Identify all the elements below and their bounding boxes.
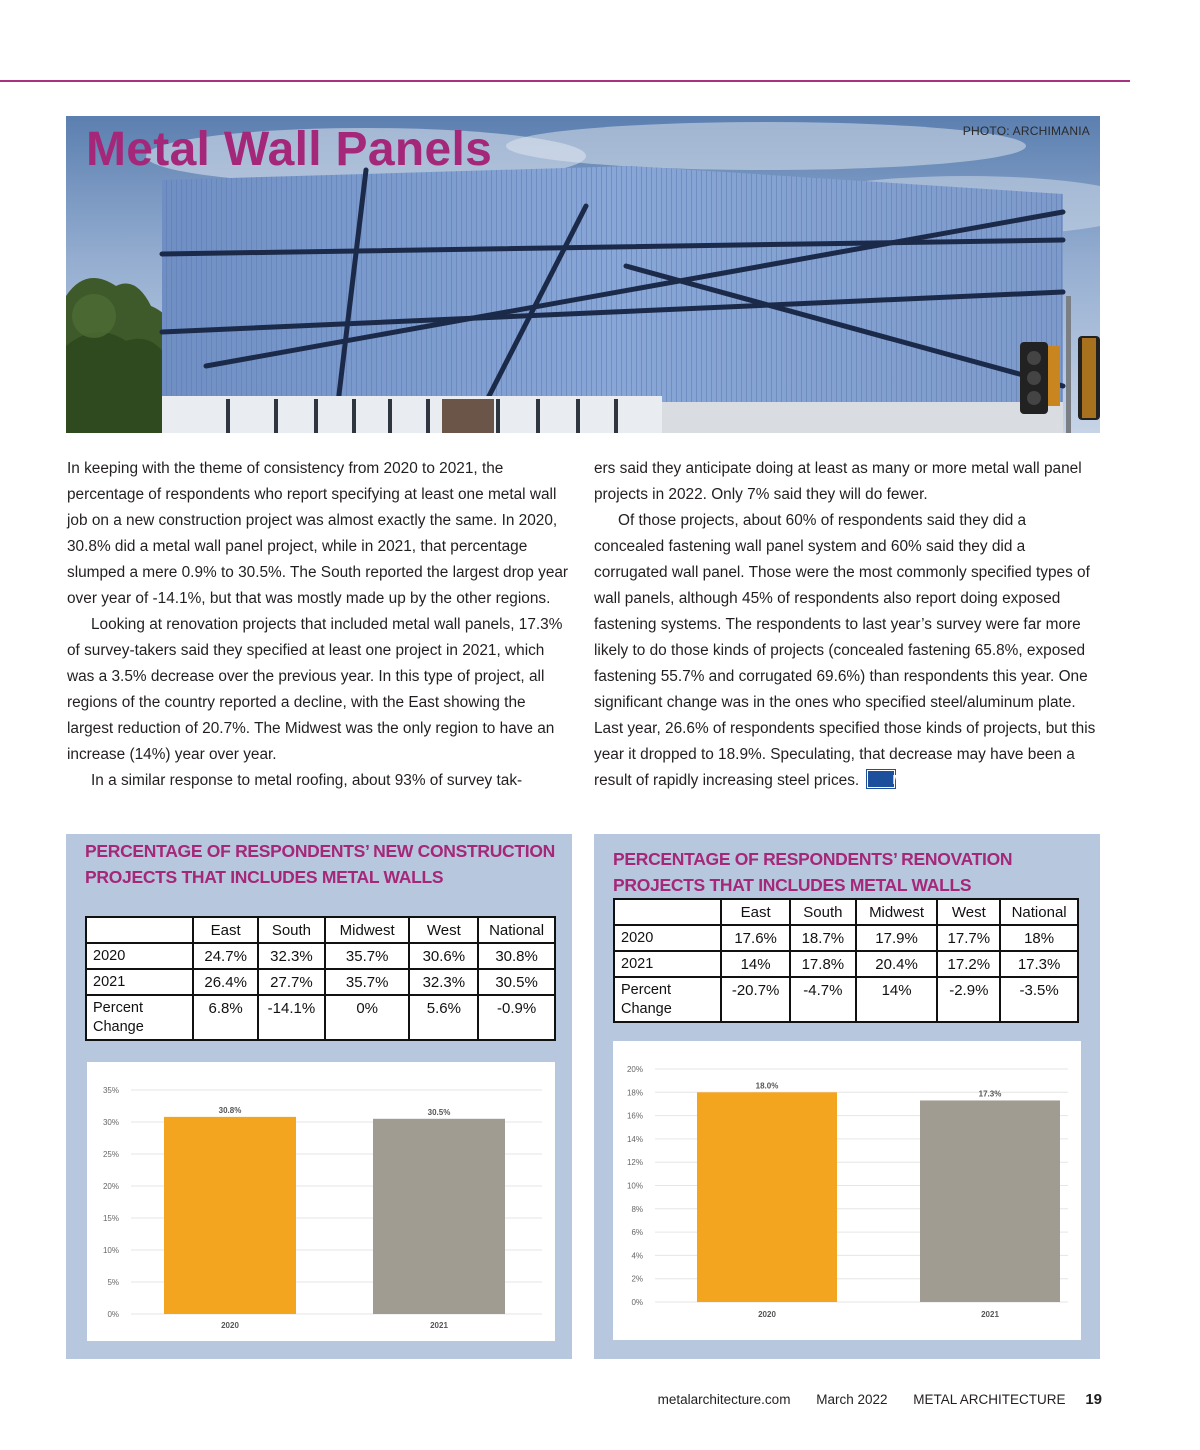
article-title: Metal Wall Panels: [86, 123, 493, 176]
table-cell: 6.8%: [193, 995, 258, 1040]
panel-title: PERCENTAGE OF RESPONDENTS’ RENOVATION PROJECTS THAT INCLUDES METAL WALLS: [613, 849, 1013, 895]
table-cell: 30.8%: [478, 943, 555, 969]
table-row: [614, 951, 1078, 977]
table-cell: 17.9%: [856, 925, 938, 951]
y-tick-label: 35%: [102, 1086, 119, 1095]
table-row: [86, 943, 555, 969]
table-cell: 35.7%: [325, 943, 410, 969]
x-category-label: 2020: [221, 1321, 239, 1330]
y-tick-label: 20%: [102, 1182, 119, 1191]
table-cell: -20.7%: [721, 977, 790, 1022]
y-tick-label: 20%: [626, 1065, 643, 1074]
table-cell: 32.3%: [258, 943, 325, 969]
y-tick-label: 12%: [626, 1158, 643, 1168]
table-row: [614, 925, 1078, 951]
table-cell: 32.3%: [409, 969, 478, 995]
table-row: [86, 969, 555, 995]
y-tick-label: 6%: [631, 1228, 643, 1238]
table-row: [614, 977, 1078, 1022]
data-label: 17.3%: [978, 1089, 1002, 1099]
x-category-label: 2021: [430, 1321, 448, 1330]
body-column-left: [67, 456, 573, 794]
page-footer: [658, 1391, 1102, 1408]
table-header-cell: East: [193, 917, 258, 943]
body-column-right: [594, 456, 1100, 794]
bar-chart: [613, 1041, 1081, 1340]
top-rule: [0, 80, 1130, 82]
y-tick-label: 2%: [631, 1274, 643, 1284]
table-cell: 17.8%: [790, 951, 856, 977]
table-header-cell: [86, 917, 193, 943]
table-header-cell: West: [409, 917, 478, 943]
y-tick-label: 30%: [102, 1118, 119, 1127]
bar-2020: [697, 1092, 837, 1302]
new-construction-table: [85, 916, 556, 1041]
bar-2021: [920, 1100, 1060, 1302]
table-cell: 24.7%: [193, 943, 258, 969]
footer-website: metalarchitecture.com: [657, 1392, 791, 1407]
table-header-cell: South: [790, 899, 856, 925]
data-label: 30.8%: [218, 1105, 242, 1115]
body-paragraph: In keeping with the theme of consistency from 2020 to 2021, the percentage of respondents who report specifying at least one metal wall job on a new construction project was almost exactly the same. In 2020, 30.8% did a metal wall panel project, while in 2021, that percentage slumped a mere 0.9% to 30.5%. The South reported the largest drop year over year of -14.1%, but that was mostly made up by the other regions.: [67, 460, 569, 607]
table-header-cell: West: [937, 899, 1000, 925]
table-cell: 18%: [1000, 925, 1078, 951]
new-construction-panel: [66, 834, 572, 1359]
body-paragraph: In a similar response to metal roofing, about 93% of survey tak-: [91, 772, 523, 789]
renovation-chart: [613, 1041, 1081, 1340]
table-header-cell: National: [478, 917, 555, 943]
bar-chart: [87, 1062, 555, 1341]
table-cell: 26.4%: [193, 969, 258, 995]
table-header-row: [86, 917, 555, 943]
body-paragraph: [594, 508, 1100, 794]
table-header-cell: [614, 899, 721, 925]
table-cell: -0.9%: [478, 995, 555, 1040]
table-cell: 20.4%: [856, 951, 938, 977]
table-cell: 0%: [325, 995, 410, 1040]
footer-magazine-name: METAL ARCHITECTURE: [913, 1392, 1066, 1407]
table-header-cell: National: [1000, 899, 1078, 925]
table-cell: 17.6%: [721, 925, 790, 951]
table-cell: 14%: [856, 977, 938, 1022]
table-cell: -3.5%: [1000, 977, 1078, 1022]
table-header-cell: Midwest: [325, 917, 410, 943]
y-tick-label: 16%: [626, 1111, 643, 1121]
renovation-table: [613, 898, 1079, 1023]
row-label: 2020: [614, 925, 721, 951]
hero-photo: [66, 116, 1100, 433]
y-tick-label: 25%: [102, 1150, 119, 1159]
table-cell: 30.5%: [478, 969, 555, 995]
y-tick-label: 8%: [631, 1204, 643, 1214]
table-header-cell: Midwest: [856, 899, 938, 925]
table-header-cell: South: [258, 917, 325, 943]
row-label: 2020: [86, 943, 193, 969]
y-tick-label: 10%: [102, 1246, 119, 1255]
y-tick-label: 15%: [102, 1214, 119, 1223]
photo-credit: PHOTO: ARCHIMANIA: [962, 124, 1090, 138]
end-mark-logo: Ma: [867, 770, 895, 788]
bar-2020: [164, 1117, 296, 1314]
table-cell: 27.7%: [258, 969, 325, 995]
body-paragraph: Looking at renovation projects that included metal wall panels, 17.3% of survey-takers said they specified at least one project in 2021, which was a 3.5% decrease over the previous year. In this type of project, all regions of the country reported a decline, with the East showing the largest reduction of 20.7%. The Midwest was the only region to have an increase (14%) year over year.: [67, 616, 563, 763]
renovation-panel: [594, 834, 1100, 1359]
table-cell: 5.6%: [409, 995, 478, 1040]
data-label: 18.0%: [755, 1081, 779, 1091]
table-cell: -2.9%: [937, 977, 1000, 1022]
footer-issue-date: March 2022: [816, 1392, 888, 1407]
row-label: 2021: [86, 969, 193, 995]
body-paragraph-text: Of those projects, about 60% of respondents said they did a concealed fastening wall panel system and 60% said they did a corrugated wall panel. Those were the most commonly specified types of wall panels, although 45% of respondents also report doing exposed fastening systems. The respondents to last year’s survey were far more likely to do those kinds of projects (concealed fastening 65.8%, exposed fastening 55.7% and corrugated 69.6%) than respondents this year. One significant change was in the ones who specified steel/aluminum plate. Last year, 26.6% of respondents specified those kinds of projects, but this year it dropped to 18.9%. Speculating, that decrease may have been a result of rapidly increasing steel prices.: [594, 512, 1096, 789]
data-label: 30.5%: [427, 1107, 451, 1117]
y-tick-label: 4%: [631, 1251, 643, 1261]
new-construction-chart: [87, 1062, 555, 1341]
y-tick-label: 0%: [107, 1310, 119, 1319]
table-cell: 17.2%: [937, 951, 1000, 977]
row-label: 2021: [614, 951, 721, 977]
table-cell: 17.7%: [937, 925, 1000, 951]
table-cell: 18.7%: [790, 925, 856, 951]
panel-title: PERCENTAGE OF RESPONDENTS’ NEW CONSTRUCTION PROJECTS THAT INCLUDES METAL WALLS: [85, 841, 555, 887]
table-cell: 35.7%: [325, 969, 410, 995]
table-header-cell: East: [721, 899, 790, 925]
y-tick-label: 14%: [626, 1134, 643, 1144]
x-category-label: 2020: [758, 1310, 776, 1319]
table-row: [86, 995, 555, 1040]
row-label: Percent Change: [614, 977, 721, 1022]
y-tick-label: 18%: [626, 1088, 643, 1098]
bar-2021: [373, 1119, 505, 1314]
y-tick-label: 0%: [631, 1298, 643, 1307]
page-number: 19: [1085, 1391, 1102, 1408]
table-cell: 30.6%: [409, 943, 478, 969]
table-cell: 14%: [721, 951, 790, 977]
x-category-label: 2021: [981, 1310, 999, 1319]
body-paragraph: ers said they anticipate doing at least as many or more metal wall panel projects in 2022. Only 7% said they will do fewer.: [594, 460, 1082, 503]
table-cell: -14.1%: [258, 995, 325, 1040]
y-tick-label: 5%: [107, 1278, 119, 1287]
table-cell: 17.3%: [1000, 951, 1078, 977]
y-tick-label: 10%: [626, 1181, 643, 1191]
row-label: Percent Change: [86, 995, 193, 1040]
table-header-row: [614, 899, 1078, 925]
table-cell: -4.7%: [790, 977, 856, 1022]
